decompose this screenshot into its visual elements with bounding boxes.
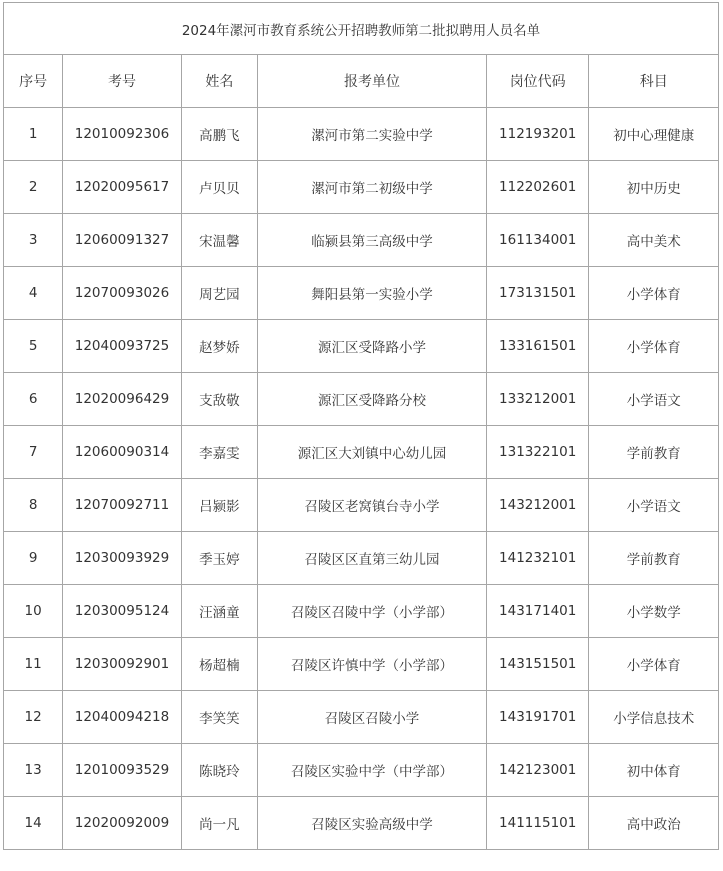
cell-name: 李笑笑 [181,691,257,744]
cell-post-code: 143212001 [486,479,588,532]
cell-unit: 召陵区许慎中学（小学部） [258,638,487,691]
cell-subject: 小学体育 [589,638,719,691]
table-title: 2024年漯河市教育系统公开招聘教师第二批拟聘用人员名单 [4,3,719,55]
cell-subject: 小学体育 [589,320,719,373]
cell-exam-no: 12030095124 [63,585,181,638]
cell-no: 11 [4,638,63,691]
cell-subject: 小学体育 [589,267,719,320]
cell-subject: 高中美术 [589,214,719,267]
table-row [4,532,719,585]
table-row [4,744,719,797]
cell-post-code: 141232101 [486,532,588,585]
cell-post-code: 143171401 [486,585,588,638]
cell-unit: 漯河市第二初级中学 [258,161,487,214]
cell-name: 卢贝贝 [181,161,257,214]
table-row [4,108,719,161]
cell-unit: 召陵区实验高级中学 [258,797,487,850]
cell-exam-no: 12020095617 [63,161,181,214]
cell-subject: 学前教育 [589,426,719,479]
table-row [4,267,719,320]
header-exam-no: 考号 [63,55,181,108]
cell-exam-no: 12030092901 [63,638,181,691]
cell-no: 8 [4,479,63,532]
cell-subject: 小学信息技术 [589,691,719,744]
table-row [4,214,719,267]
cell-subject: 小学语文 [589,373,719,426]
candidate-table [3,2,719,850]
cell-post-code: 133161501 [486,320,588,373]
cell-unit: 源汇区大刘镇中心幼儿园 [258,426,487,479]
cell-post-code: 133212001 [486,373,588,426]
cell-exam-no: 12020096429 [63,373,181,426]
cell-unit: 召陵区区直第三幼儿园 [258,532,487,585]
cell-unit: 源汇区受降路分校 [258,373,487,426]
cell-name: 尚一凡 [181,797,257,850]
cell-exam-no: 12060090314 [63,426,181,479]
table-row [4,161,719,214]
cell-unit: 舞阳县第一实验小学 [258,267,487,320]
cell-name: 李嘉雯 [181,426,257,479]
cell-no: 14 [4,797,63,850]
cell-no: 12 [4,691,63,744]
header-post-code: 岗位代码 [486,55,588,108]
cell-name: 赵梦娇 [181,320,257,373]
cell-unit: 召陵区召陵小学 [258,691,487,744]
table-row [4,585,719,638]
header-unit: 报考单位 [258,55,487,108]
cell-subject: 高中政治 [589,797,719,850]
cell-name: 周艺园 [181,267,257,320]
cell-exam-no: 12040094218 [63,691,181,744]
cell-post-code: 173131501 [486,267,588,320]
cell-name: 季玉婷 [181,532,257,585]
cell-no: 3 [4,214,63,267]
cell-unit: 召陵区实验中学（中学部） [258,744,487,797]
cell-no: 1 [4,108,63,161]
cell-post-code: 143191701 [486,691,588,744]
cell-post-code: 141115101 [486,797,588,850]
cell-post-code: 112202601 [486,161,588,214]
cell-subject: 初中体育 [589,744,719,797]
cell-no: 4 [4,267,63,320]
table-row [4,320,719,373]
cell-subject: 小学语文 [589,479,719,532]
cell-post-code: 161134001 [486,214,588,267]
cell-unit: 召陵区召陵中学（小学部） [258,585,487,638]
cell-exam-no: 12070093026 [63,267,181,320]
cell-name: 支敌敬 [181,373,257,426]
cell-no: 10 [4,585,63,638]
cell-name: 宋温馨 [181,214,257,267]
cell-exam-no: 12020092009 [63,797,181,850]
table-row [4,638,719,691]
cell-name: 汪涵童 [181,585,257,638]
header-subject: 科目 [589,55,719,108]
cell-name: 杨超楠 [181,638,257,691]
cell-unit: 漯河市第二实验中学 [258,108,487,161]
cell-no: 13 [4,744,63,797]
table-row [4,373,719,426]
cell-exam-no: 12010093529 [63,744,181,797]
cell-unit: 源汇区受降路小学 [258,320,487,373]
table-body [4,108,719,850]
cell-no: 5 [4,320,63,373]
cell-subject: 初中心理健康 [589,108,719,161]
cell-unit: 召陵区老窝镇台寺小学 [258,479,487,532]
cell-post-code: 142123001 [486,744,588,797]
cell-unit: 临颍县第三高级中学 [258,214,487,267]
cell-post-code: 143151501 [486,638,588,691]
cell-exam-no: 12060091327 [63,214,181,267]
cell-exam-no: 12030093929 [63,532,181,585]
cell-exam-no: 12010092306 [63,108,181,161]
cell-subject: 学前教育 [589,532,719,585]
header-name: 姓名 [181,55,257,108]
cell-subject: 初中历史 [589,161,719,214]
header-row [4,55,719,108]
cell-name: 高鹏飞 [181,108,257,161]
cell-no: 6 [4,373,63,426]
cell-no: 9 [4,532,63,585]
table-row [4,797,719,850]
cell-no: 2 [4,161,63,214]
cell-exam-no: 12040093725 [63,320,181,373]
cell-no: 7 [4,426,63,479]
header-no: 序号 [4,55,63,108]
cell-name: 吕颍影 [181,479,257,532]
table-row [4,426,719,479]
table-row [4,691,719,744]
cell-name: 陈晓玲 [181,744,257,797]
table-row [4,479,719,532]
cell-exam-no: 12070092711 [63,479,181,532]
document-container [3,2,719,850]
cell-post-code: 131322101 [486,426,588,479]
cell-post-code: 112193201 [486,108,588,161]
title-row [4,3,719,55]
cell-subject: 小学数学 [589,585,719,638]
